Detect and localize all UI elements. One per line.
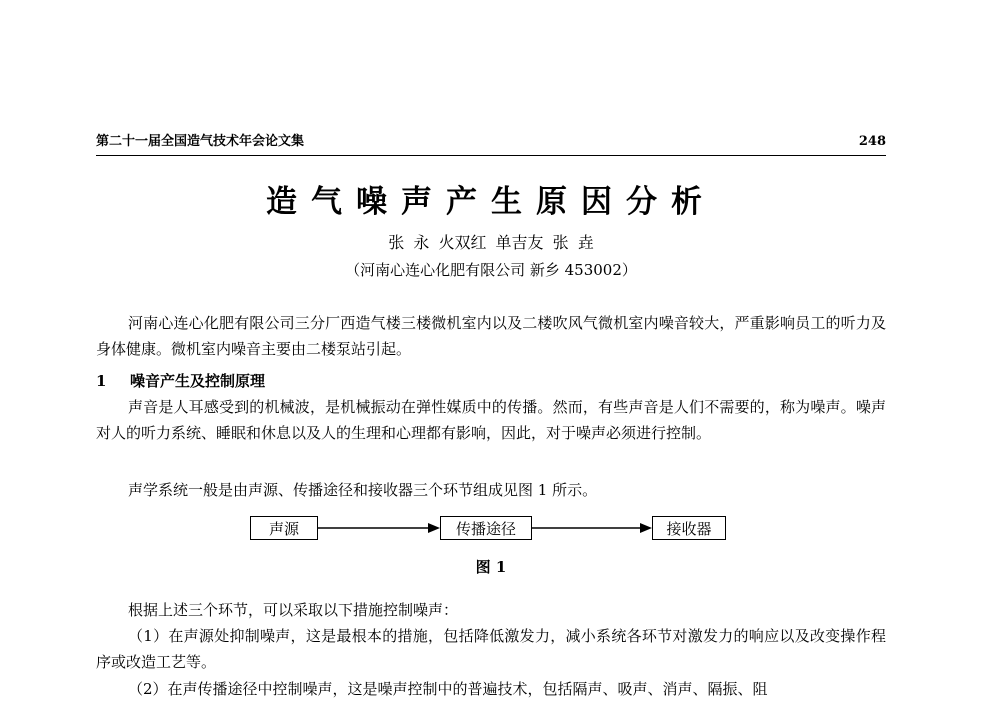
intro-paragraph: 河南心连心化肥有限公司三分厂西造气楼三楼微机室内以及二楼吹风气微机室内噪音较大，严重影响员工的听力及身体健康。微机室内噪音主要由二楼泵站引起。: [96, 314, 886, 358]
figure-box-path: 传播途径: [440, 516, 532, 540]
figure-box-source: 声源: [250, 516, 318, 540]
measures-intro: 根据上述三个环节，可以采取以下措施控制噪声：: [128, 601, 459, 619]
author-list: 张 永 火双红 单吉友 张 垚: [388, 233, 594, 252]
journal-title: 第二十一届全国造气技术年会论文集: [96, 134, 305, 149]
figure-intro-paragraph: 声学系统一般是由声源、传播途径和接收器三个环节组成见图 1 所示。: [128, 481, 598, 499]
paper-title: 造气噪声产生原因分析: [266, 184, 716, 220]
measure-item-2: （2）在声传播途径中控制噪声，这是噪声控制中的普遍技术，包括隔声、吸声、消声、隔振、阻: [128, 680, 768, 698]
measure-item-1: （1）在声源处抑制噪声，这是最根本的措施，包括降低激发力，减小系统各环节对激发力的响应以及改变操作程序或改造工艺等。: [96, 627, 886, 671]
section1-paragraph: 声音是人耳感受到的机械波，是机械振动在弹性媒质中的传播。然而，有些声音是人们不需要的，称为噪声。噪声对人的听力系统、睡眠和休息以及人的生理和心理都有影响，因此，对于噪声必须进行控制。: [96, 398, 886, 442]
affiliation: （河南心连心化肥有限公司 新乡 453002）: [345, 261, 637, 279]
arrow-icon: [532, 520, 652, 536]
figure-box-receiver: 接收器: [652, 516, 726, 540]
section-title: 噪音产生及控制原理: [130, 372, 266, 390]
page-number: 248: [858, 134, 886, 149]
section-number: 1: [96, 372, 107, 390]
arrow-icon: [318, 520, 440, 536]
figure-caption: 图 1: [475, 558, 507, 576]
header-divider: [96, 155, 886, 156]
section-heading: [96, 369, 886, 393]
